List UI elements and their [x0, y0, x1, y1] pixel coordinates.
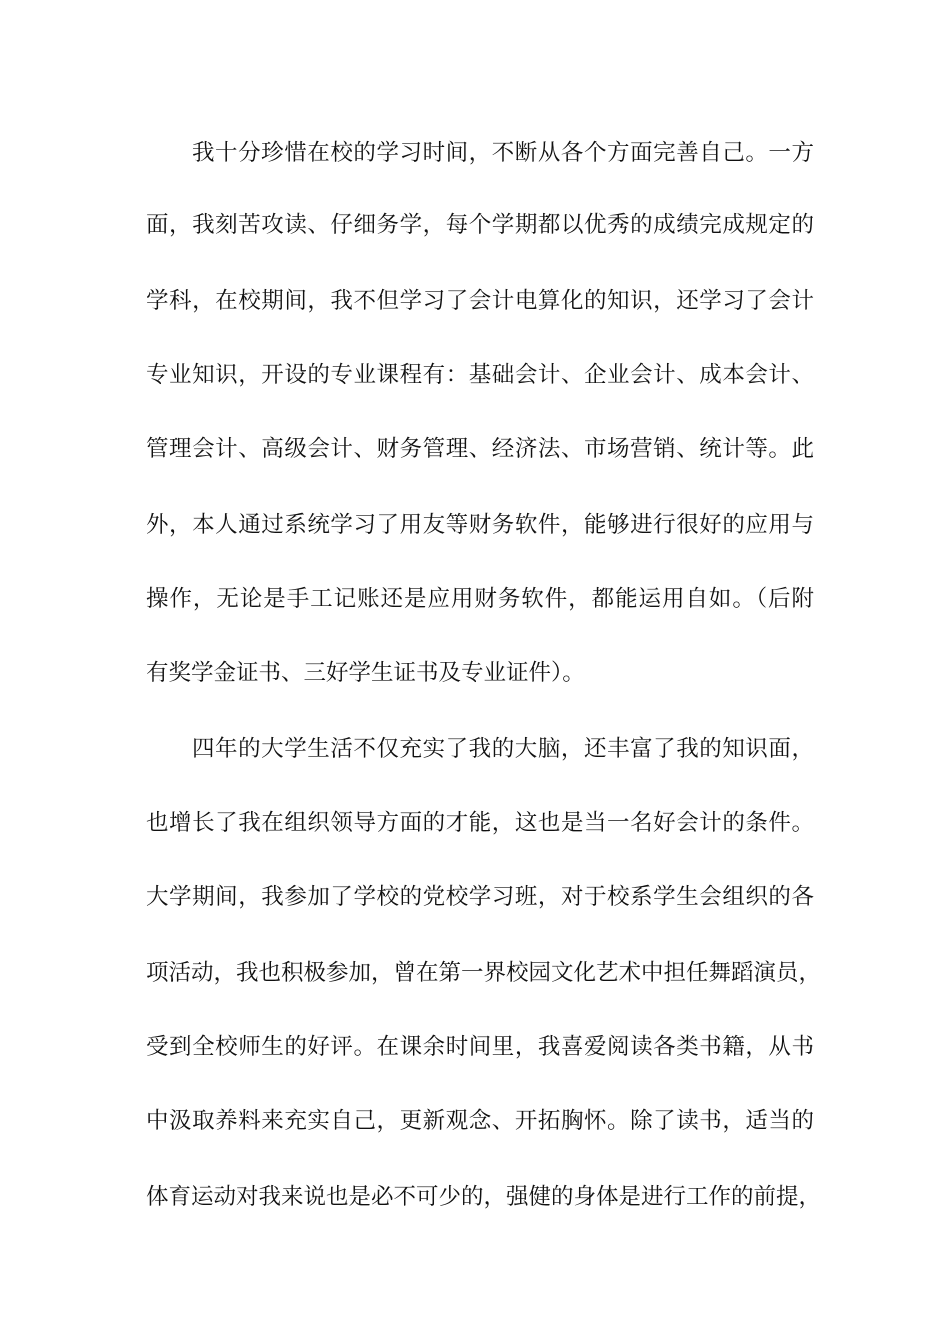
paragraph-1-line-1: 我十分珍惜在校的学习时间，不断从各个方面完善自己。一方 — [192, 140, 814, 166]
paragraph-1-line-4: 专业知识，开设的专业课程有：基础会计、企业会计、成本会计、 — [146, 362, 814, 388]
paragraph-2-line-4: 项活动，我也积极参加，曾在第一界校园文化艺术中担任舞蹈演员， — [146, 960, 822, 986]
paragraph-1-line-5: 管理会计、高级会计、财务管理、经济法、市场营销、统计等。此 — [146, 436, 814, 462]
paragraph-2-line-6: 中汲取养料来充实自己，更新观念、开拓胸怀。除了读书，适当的 — [146, 1108, 814, 1134]
paragraph-1-line-6: 外，本人通过系统学习了用友等财务软件，能够进行很好的应用与 — [146, 512, 814, 538]
paragraph-1-line-2: 面，我刻苦攻读、仔细务学，每个学期都以优秀的成绩完成规定的 — [146, 212, 814, 238]
paragraph-1-line-3: 学科，在校期间，我不但学习了会计电算化的知识，还学习了会计 — [146, 288, 814, 314]
paragraph-2-line-1: 四年的大学生活不仅充实了我的大脑，还丰富了我的知识面， — [192, 736, 814, 762]
paragraph-1-line-7: 操作，无论是手工记账还是应用财务软件，都能运用自如。（后附 — [146, 586, 814, 612]
paragraph-1-line-8: 有奖学金证书、三好学生证书及专业证件）。 — [146, 660, 585, 686]
paragraph-2-line-3: 大学期间，我参加了学校的党校学习班，对于校系学生会组织的各 — [146, 884, 814, 910]
paragraph-2-line-5: 受到全校师生的好评。在课余时间里，我喜爱阅读各类书籍，从书 — [146, 1034, 814, 1060]
paragraph-2-line-7: 体育运动对我来说也是必不可少的，强健的身体是进行工作的前提， — [146, 1184, 822, 1210]
paragraph-2-line-2: 也增长了我在组织领导方面的才能，这也是当一名好会计的条件。 — [146, 810, 814, 836]
